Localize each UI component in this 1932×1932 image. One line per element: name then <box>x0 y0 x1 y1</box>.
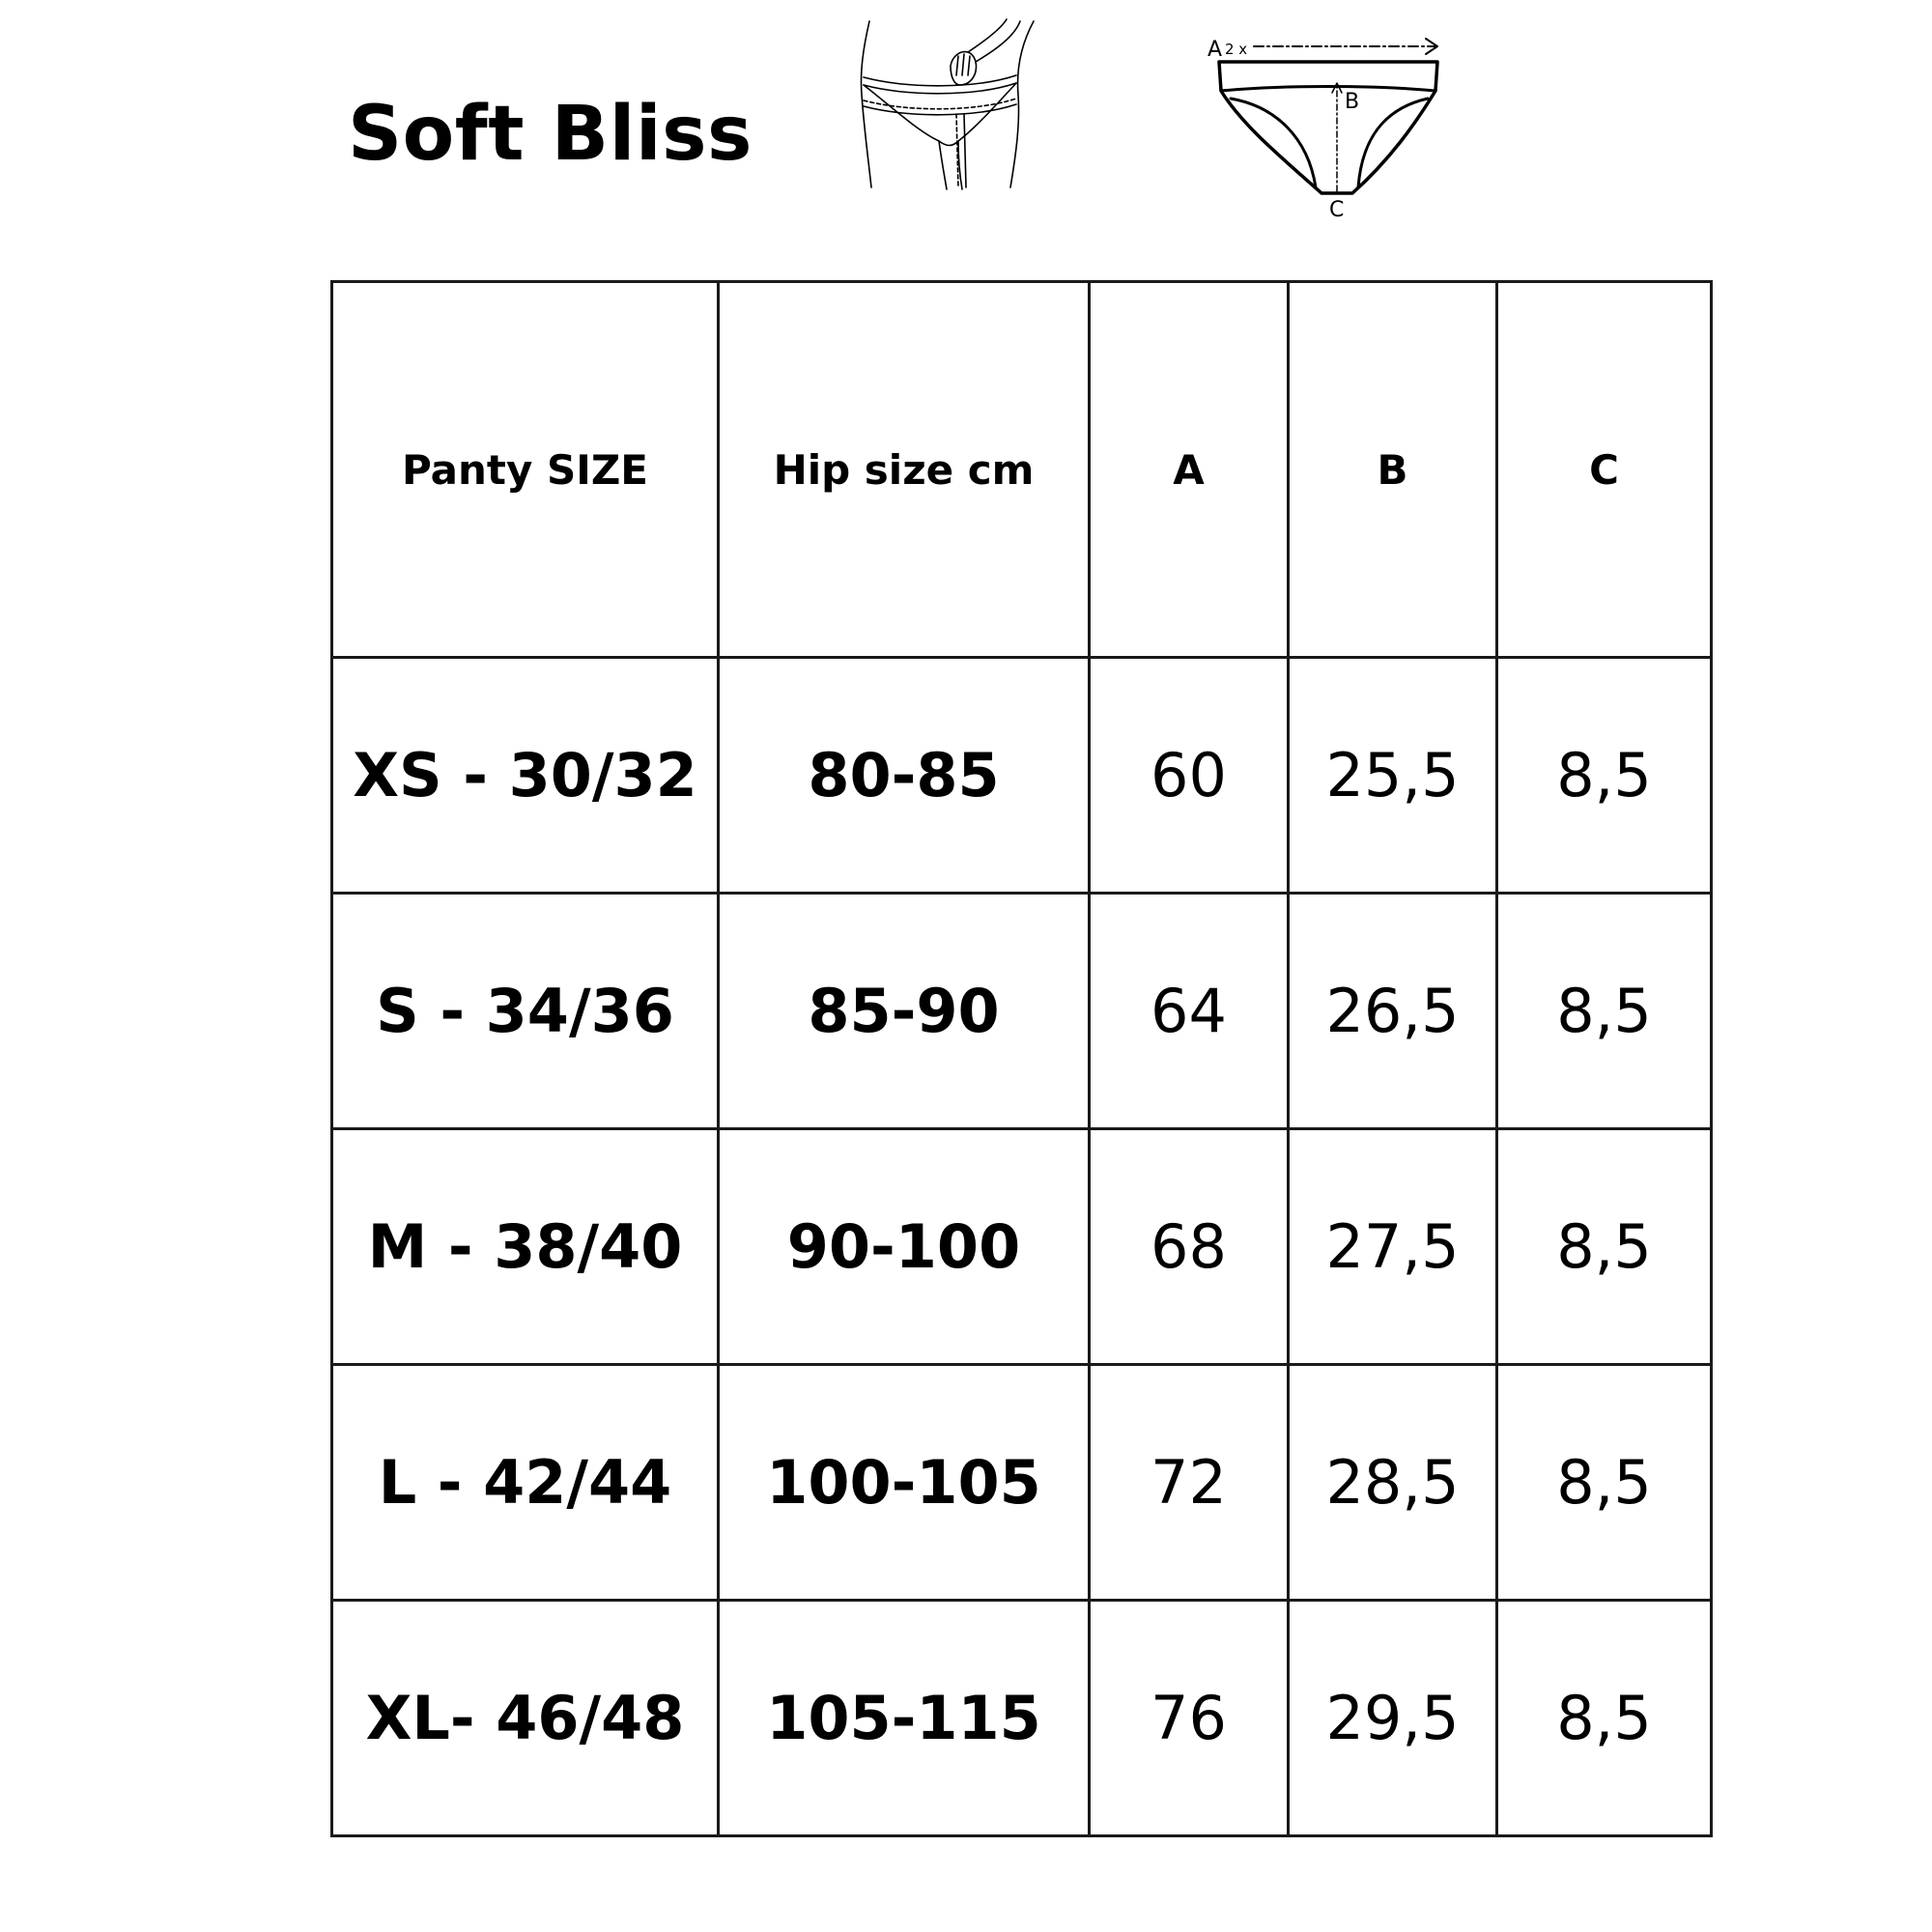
cell-b: 29,5 <box>1289 1601 1497 1836</box>
cell-c: 8,5 <box>1497 894 1712 1129</box>
diagram-label-b: B <box>1345 90 1360 114</box>
cell-panty-size: XS - 30/32 <box>332 658 719 894</box>
table-header-row <box>332 282 1712 658</box>
diagram-label-a: A <box>1208 38 1223 62</box>
cell-b: 27,5 <box>1289 1129 1497 1365</box>
table-row <box>332 1129 1712 1365</box>
cell-panty-size: L - 42/44 <box>332 1365 719 1601</box>
cell-a: 68 <box>1090 1129 1289 1365</box>
cell-a: 72 <box>1090 1365 1289 1601</box>
cell-hip-size: 100-105 <box>719 1365 1090 1601</box>
table-row <box>332 894 1712 1129</box>
cell-a: 60 <box>1090 658 1289 894</box>
cell-hip-size: 85-90 <box>719 894 1090 1129</box>
cell-hip-size: 90-100 <box>719 1129 1090 1365</box>
diagram-label-c: C <box>1329 198 1345 222</box>
cell-a: 64 <box>1090 894 1289 1129</box>
hip-measurement-illustration <box>850 17 1043 191</box>
cell-c: 8,5 <box>1497 1129 1712 1365</box>
table-row <box>332 658 1712 894</box>
header-a: A <box>1090 282 1289 658</box>
cell-hip-size: 80-85 <box>719 658 1090 894</box>
panty-dimensions-diagram <box>1208 29 1459 222</box>
cell-c: 8,5 <box>1497 658 1712 894</box>
cell-b: 26,5 <box>1289 894 1497 1129</box>
cell-panty-size: XL- 46/48 <box>332 1601 719 1836</box>
header-panty-size: Panty SIZE <box>332 282 719 658</box>
cell-a: 76 <box>1090 1601 1289 1836</box>
header-b: B <box>1289 282 1497 658</box>
table-row <box>332 1601 1712 1836</box>
header-c: C <box>1497 282 1712 658</box>
table-row <box>332 1365 1712 1601</box>
cell-b: 25,5 <box>1289 658 1497 894</box>
cell-panty-size: M - 38/40 <box>332 1129 719 1365</box>
cell-hip-size: 105-115 <box>719 1601 1090 1836</box>
header-hip-size: Hip size cm <box>719 282 1090 658</box>
cell-b: 28,5 <box>1289 1365 1497 1601</box>
page-title: Soft Bliss <box>348 91 753 178</box>
cell-c: 8,5 <box>1497 1601 1712 1836</box>
cell-c: 8,5 <box>1497 1365 1712 1601</box>
cell-panty-size: S - 34/36 <box>332 894 719 1129</box>
size-chart-table <box>330 280 1713 1837</box>
diagram-label-a-multiplier: 2 x <box>1225 41 1248 58</box>
